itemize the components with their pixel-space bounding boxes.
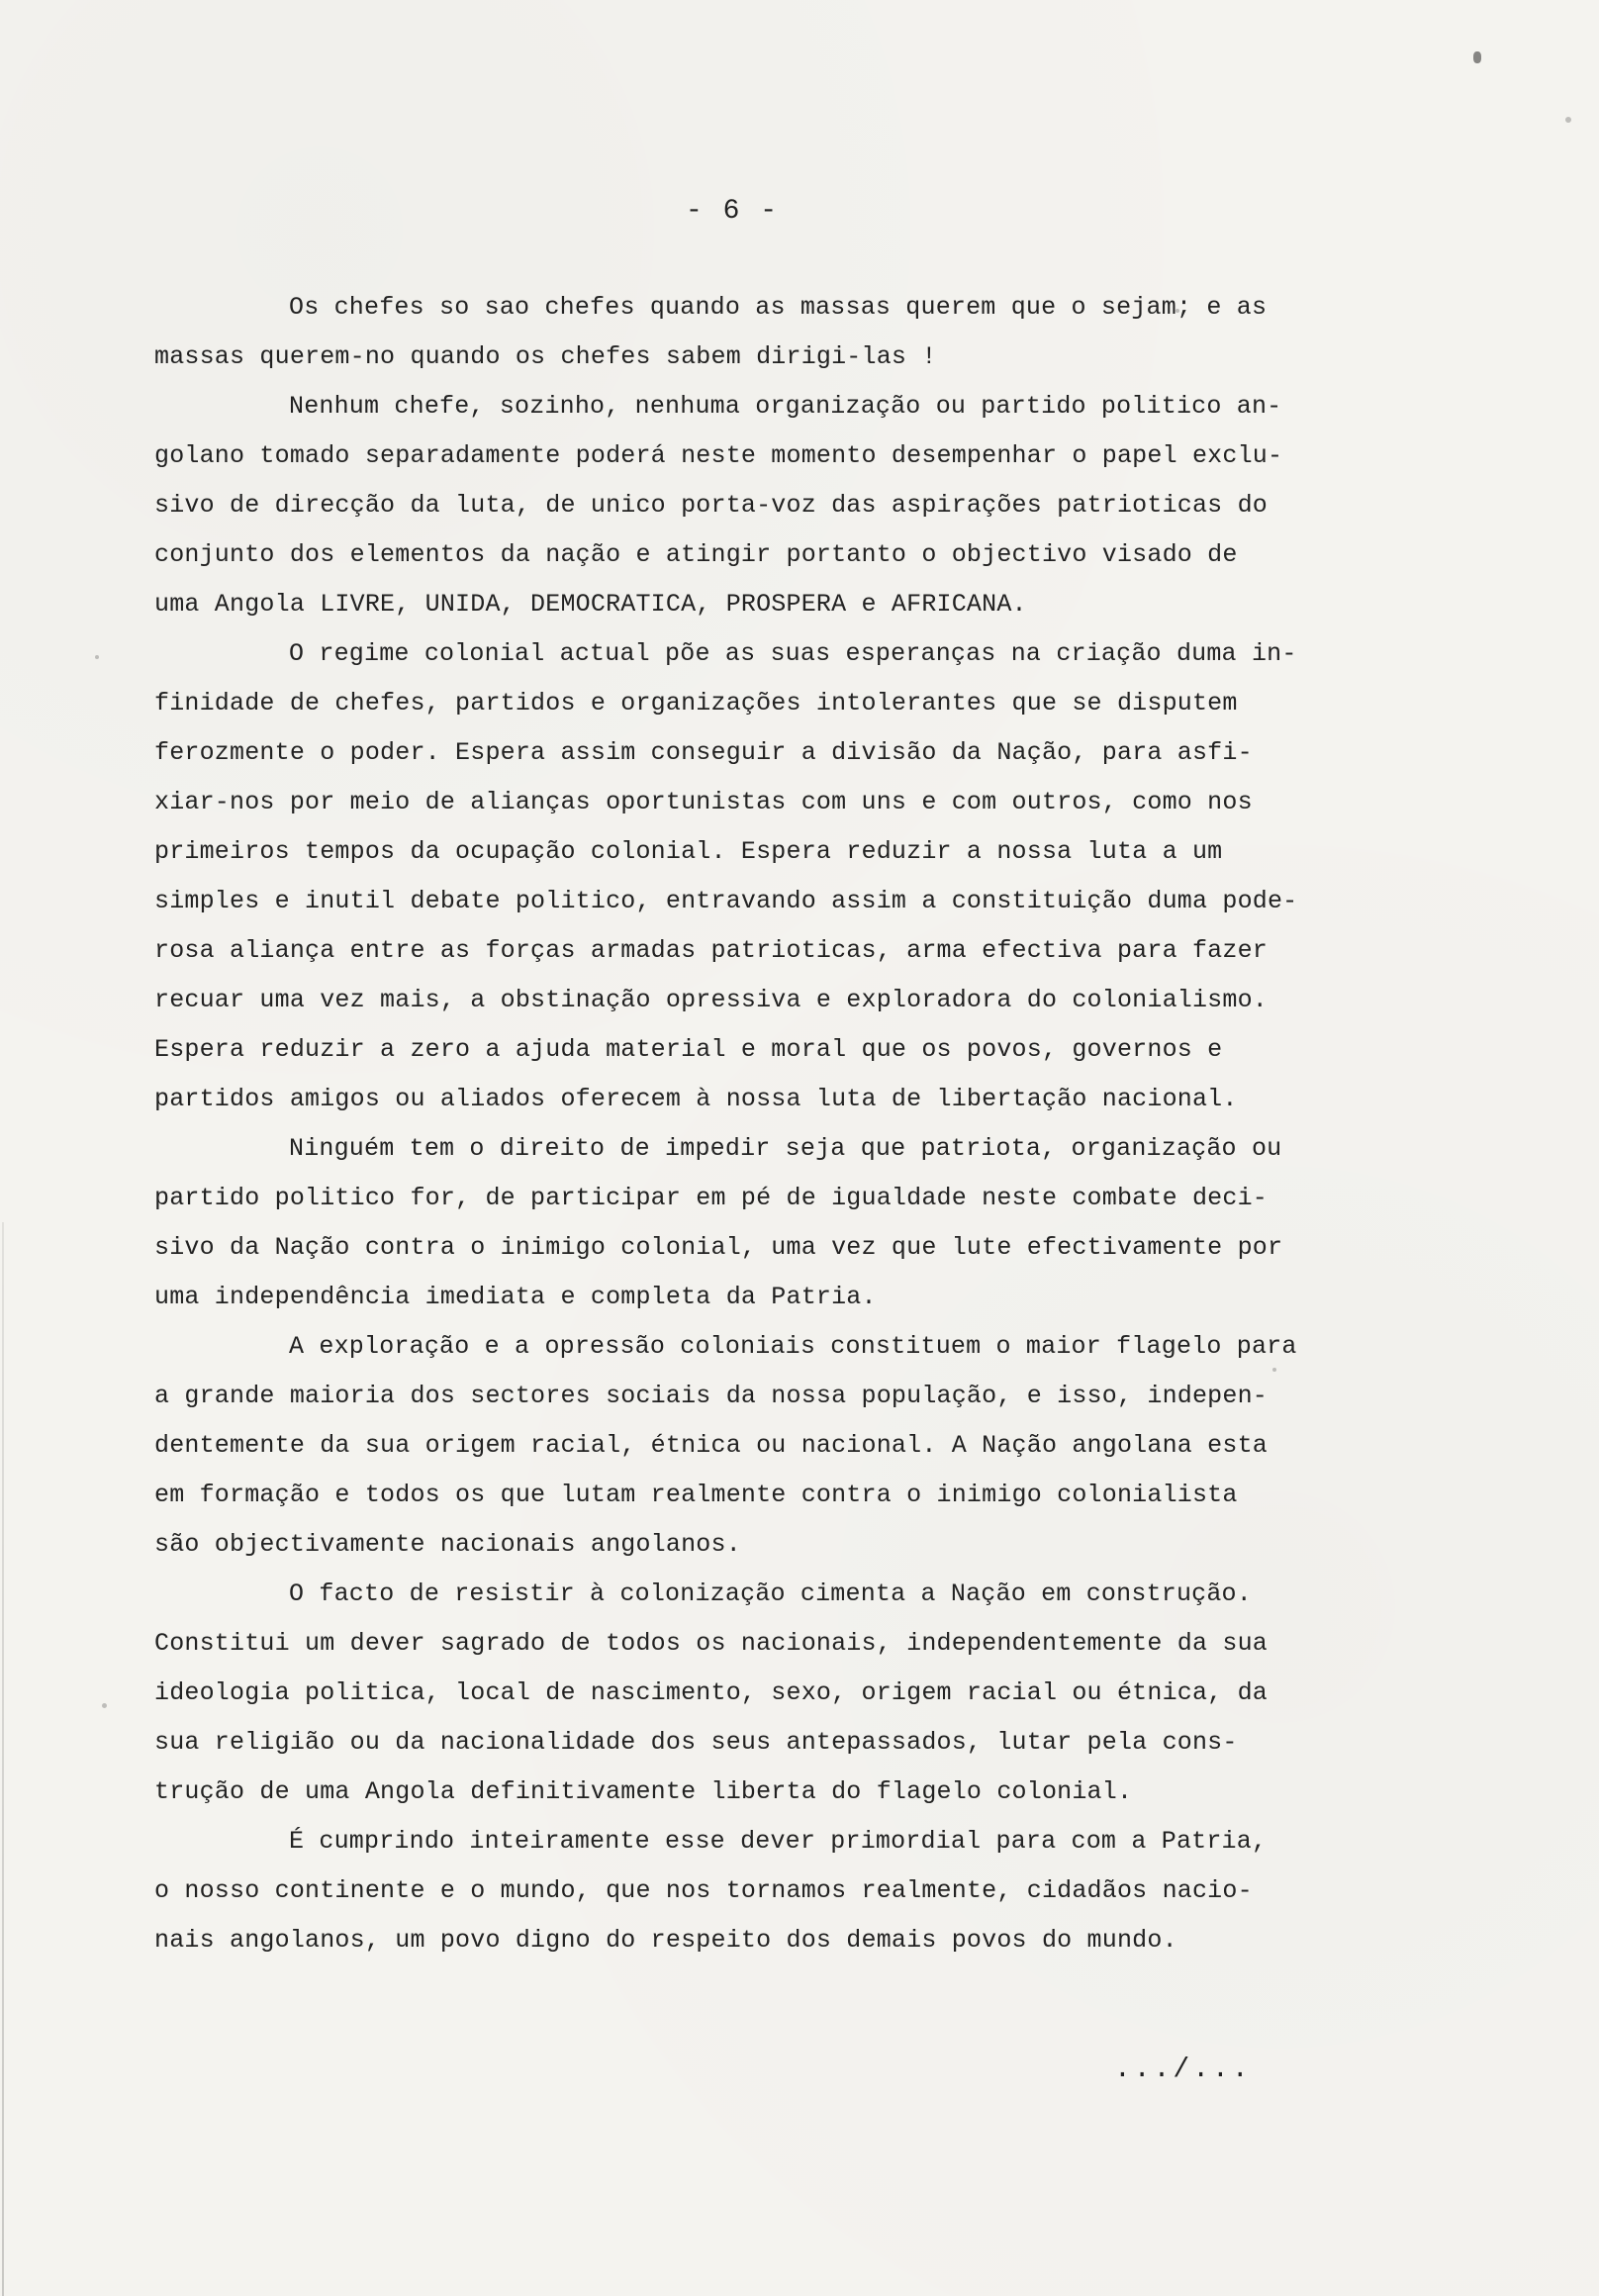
text-line: Constitui um dever sagrado de todos os nacionais, independentemente da sua xyxy=(154,1629,1268,1658)
text-line: xiar-nos por meio de alianças oportunistas com uns e com outros, como nos xyxy=(154,788,1253,816)
paragraph-4 xyxy=(154,1124,1470,1322)
ink-speck xyxy=(1272,1368,1276,1372)
ink-speck xyxy=(1176,309,1179,313)
paragraph-1 xyxy=(154,283,1470,382)
text-line: ferozmente o poder. Espera assim conseguir a divisão da Nação, para asfi- xyxy=(154,738,1253,767)
text-line: trução de uma Angola definitivamente liberta do flagelo colonial. xyxy=(154,1777,1133,1806)
page-number: - 6 - xyxy=(685,196,779,227)
ink-speck xyxy=(1565,117,1571,123)
ink-speck xyxy=(95,655,99,659)
ink-speck xyxy=(102,1703,107,1708)
ink-mark xyxy=(1473,51,1481,63)
text-line: Ninguém tem o direito de impedir seja que patriota, organização ou xyxy=(289,1134,1282,1163)
text-line: ideologia politica, local de nascimento, sexo, origem racial ou étnica, da xyxy=(154,1678,1268,1707)
text-line: Os chefes so sao chefes quando as massas querem que o sejam; e as xyxy=(289,293,1268,322)
paragraph-7 xyxy=(154,1817,1470,1965)
text-line: dentemente da sua origem racial, étnica ou nacional. A Nação angolana esta xyxy=(154,1431,1268,1460)
text-line: A exploração e a opressão coloniais constituem o maior flagelo para xyxy=(289,1332,1297,1361)
text-line: uma independência imediata e completa da Patria. xyxy=(154,1283,877,1311)
text-line: simples e inutil debate politico, entravando assim a constituição duma pode- xyxy=(154,887,1298,915)
text-line: sivo de direcção da luta, de unico porta-voz das aspirações patrioticas do xyxy=(154,491,1268,520)
text-line: são objectivamente nacionais angolanos. xyxy=(154,1530,741,1559)
text-line: finidade de chefes, partidos e organizações intolerantes que se disputem xyxy=(154,689,1238,718)
text-line: em formação e todos os que lutam realmente contra o inimigo colonialista xyxy=(154,1481,1238,1509)
paragraph-5 xyxy=(154,1322,1470,1570)
text-line: rosa aliança entre as forças armadas patrioticas, arma efectiva para fazer xyxy=(154,936,1268,965)
text-line: É cumprindo inteiramente esse dever primordial para com a Patria, xyxy=(289,1827,1268,1856)
continuation-mark: .../... xyxy=(1114,2055,1252,2085)
scan-edge xyxy=(2,1222,4,2296)
paragraph-2 xyxy=(154,382,1470,629)
text-line: massas querem-no quando os chefes sabem dirigi-las ! xyxy=(154,342,937,371)
text-line: conjunto dos elementos da nação e atingir portanto o objectivo visado de xyxy=(154,540,1238,569)
text-line: partidos amigos ou aliados oferecem à nossa luta de libertação nacional. xyxy=(154,1085,1238,1113)
text-line: golano tomado separadamente poderá neste momento desempenhar o papel exclu- xyxy=(154,441,1283,470)
text-line: sua religião ou da nacionalidade dos seus antepassados, lutar pela cons- xyxy=(154,1728,1238,1757)
text-line: recuar uma vez mais, a obstinação opressiva e exploradora do colonialismo. xyxy=(154,986,1268,1014)
text-line: o nosso continente e o mundo, que nos tornamos realmente, cidadãos nacio- xyxy=(154,1876,1253,1905)
text-line: O facto de resistir à colonização cimenta a Nação em construção. xyxy=(289,1579,1252,1608)
paragraph-3 xyxy=(154,629,1470,1124)
text-line: a grande maioria dos sectores sociais da nossa população, e isso, indepen- xyxy=(154,1382,1268,1410)
text-line: Nenhum chefe, sozinho, nenhuma organização ou partido politico an- xyxy=(289,392,1282,421)
text-line: partido politico for, de participar em pé de igualdade neste combate deci- xyxy=(154,1184,1268,1212)
text-line: primeiros tempos da ocupação colonial. Espera reduzir a nossa luta a um xyxy=(154,837,1223,866)
document-body xyxy=(154,283,1470,1965)
text-line: O regime colonial actual põe as suas esperanças na criação duma in- xyxy=(289,639,1297,668)
text-line: uma Angola LIVRE, UNIDA, DEMOCRATICA, PROSPERA e AFRICANA. xyxy=(154,590,1027,619)
paragraph-6 xyxy=(154,1570,1470,1817)
text-line: sivo da Nação contra o inimigo colonial, uma vez que lute efectivamente por xyxy=(154,1233,1283,1262)
text-line: nais angolanos, um povo digno do respeito dos demais povos do mundo. xyxy=(154,1926,1177,1955)
text-line: Espera reduzir a zero a ajuda material e moral que os povos, governos e xyxy=(154,1035,1223,1064)
